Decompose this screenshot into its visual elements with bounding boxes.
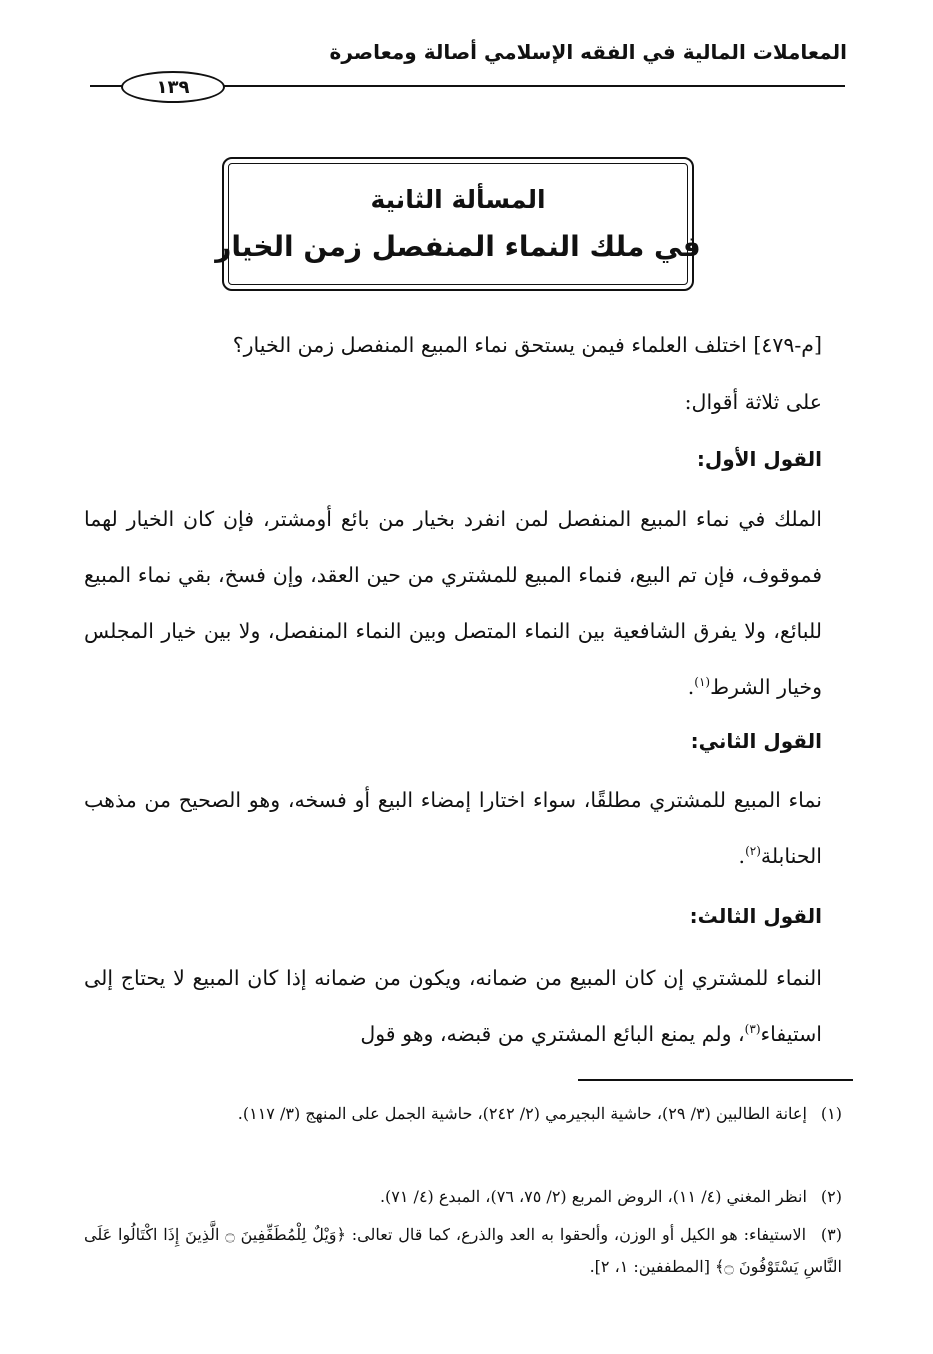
intro-paragraph: [م-٤٧٩] اختلف العلماء فيمن يستحق نماء المبيع المنفصل زمن الخيار؟: [232, 333, 822, 357]
chapter-title-line2: في ملك النماء المنفصل زمن الخيار: [215, 230, 701, 263]
footnote-separator: [578, 1079, 853, 1081]
page-number-badge: [121, 71, 225, 103]
footnote-ref-3[interactable]: (٣): [744, 1022, 761, 1037]
footnote-1: [84, 1098, 842, 1130]
opinion-2-text: نماء المبيع للمشتري مطلقًا، سواء اختارا إمضاء البيع أو فسخه، وهو الصحيح من مذهب الحنابلة: [84, 788, 822, 868]
opinion-2-paragraph: [84, 772, 822, 884]
footnote-ref-2[interactable]: (٢): [745, 844, 761, 859]
opinion-1-paragraph: [84, 491, 822, 715]
opinion-2-heading: القول الثاني:: [690, 729, 822, 753]
footnote-2: [84, 1181, 842, 1213]
page-number: ١٣٩: [156, 76, 190, 98]
footnote-3-number: (٣): [820, 1225, 842, 1244]
footnote-1-text: إعانة الطالبين (٣/ ٢٩)، حاشية البجيرمي (٢/ ٢٤٢)، حاشية الجمل على المنهج (٣/ ١١٧).: [237, 1104, 807, 1123]
chapter-title-frame: [215, 157, 701, 291]
opinion-3-paragraph: [84, 950, 822, 1062]
chapter-title-line1: المسألة الثانية: [370, 185, 546, 214]
opinion-2-end: .: [738, 844, 746, 868]
intro-line-2: على ثلاثة أقوال:: [684, 390, 822, 414]
footnote-2-number: (٢): [820, 1187, 842, 1206]
footnote-2-text: انظر المغني (٤/ ١١)، الروض المربع (٢/ ٧٥، ٧٦)، المبدع (٤/ ٧١).: [379, 1187, 807, 1206]
footnote-1-number: (١): [820, 1104, 842, 1123]
opinion-1-end: .: [687, 675, 695, 699]
running-header-title: المعاملات المالية في الفقه الإسلامي أصالة ومعاصرة: [329, 40, 847, 64]
footnote-ref-1[interactable]: (١): [694, 675, 711, 690]
opinion-3-text-b: ، ولم يمنع البائع المشتري من قبضه، وهو قول: [360, 1022, 745, 1046]
footnote-3-text: الاستيفاء: هو الكيل أو الوزن، وألحقوا به العد والذرع، كما قال تعالى: ﴿وَيْلٌ لِلْمُطَفِّفِينَ ۝ الَّذِينَ إِذَا اكْتَالُوا عَلَى النَّاسِ يَسْتَوْفُونَ ۝﴾ [المطففين: ١، ٢].: [84, 1225, 842, 1276]
opinion-3-text-a: النماء للمشتري إن كان المبيع من ضمانه، ويكون من ضمانه إذا كان المبيع لا يحتاج إلى استيفاء: [84, 966, 822, 1046]
opinion-3-heading: القول الثالث:: [689, 904, 822, 928]
opinion-1-text: الملك في نماء المبيع المنفصل لمن انفرد بخيار من بائع أومشتر، فإن كان الخيار لهما فموقوف، فإن تم البيع، فنماء المبيع للمشتري من حين العقد، وإن فسخ، بقي نماء المبيع للبائع، ولا يفرق الشافعية بين النماء المتصل وبين النماء المنفصل، ولا بين خيار المجلس وخيار الشرط: [84, 507, 822, 699]
footnote-3: [84, 1219, 842, 1283]
opinion-1-heading: القول الأول:: [696, 447, 822, 471]
